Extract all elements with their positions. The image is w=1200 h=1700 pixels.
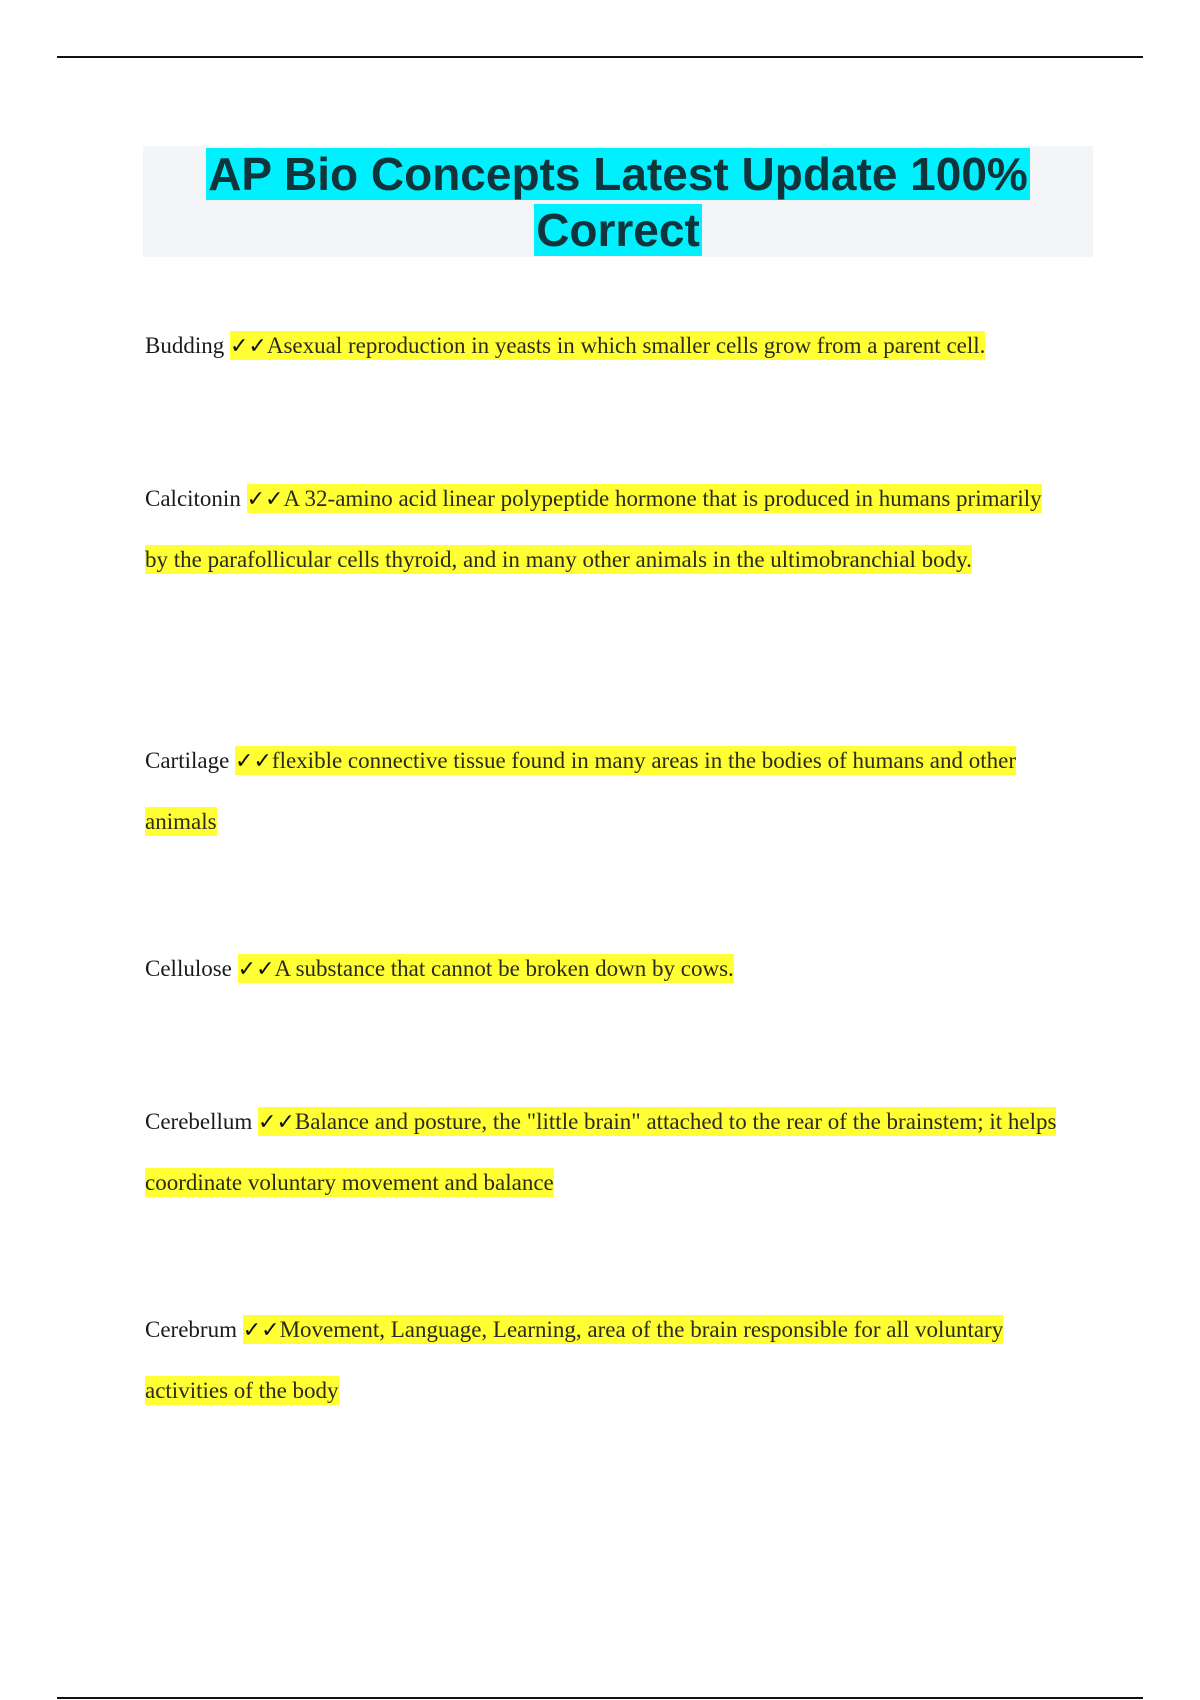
double-check-icon: ✓✓	[242, 1318, 280, 1343]
definition-text: Movement, Language, Learning, area of the brain responsible for all voluntary activities of the body	[145, 1317, 1004, 1403]
double-check-icon: ✓✓	[246, 487, 284, 512]
definition-text: flexible connective tissue found in many areas in the bodies of humans and other animals	[145, 748, 1017, 834]
term-label: Budding	[145, 333, 225, 358]
double-check-icon: ✓✓	[258, 1110, 295, 1135]
term-label: Cellulose	[145, 956, 232, 981]
entry-cerebrum	[145, 1300, 1065, 1421]
entry-cartilage	[145, 731, 1065, 852]
definition-highlight	[145, 484, 1042, 574]
double-check-icon: ✓✓	[237, 957, 275, 982]
entry-cellulose	[145, 939, 1065, 1000]
entry-budding	[145, 316, 1065, 377]
title-line-1: AP Bio Concepts Latest Update 100%	[208, 148, 1028, 200]
term-label: Cerebellum	[145, 1109, 253, 1134]
entry-cerebellum	[145, 1092, 1065, 1213]
title-block	[143, 146, 1093, 257]
title-line-2: Correct	[536, 204, 700, 256]
document-title	[143, 146, 1093, 258]
term-label: Cartilage	[145, 748, 230, 773]
term-label: Calcitonin	[145, 486, 241, 511]
definition-highlight	[230, 331, 985, 360]
definition-text: Asexual reproduction in yeasts in which smaller cells grow from a parent cell.	[266, 333, 986, 358]
bottom-rule	[57, 1697, 1143, 1699]
definition-highlight	[238, 954, 734, 983]
double-check-icon: ✓✓	[229, 334, 267, 359]
definition-highlight	[145, 1315, 1003, 1405]
definition-text: A 32-amino acid linear polypeptide hormone that is produced in humans primarily by the parafollicular cells thyroid, and in many other animals in the ultimobranchial body.	[145, 486, 1042, 572]
term-label: Cerebrum	[145, 1317, 237, 1342]
double-check-icon: ✓✓	[235, 749, 272, 774]
definition-highlight	[145, 746, 1016, 836]
definition-text: Balance and posture, the "little brain" attached to the rear of the brainstem; it helps coordinate voluntary movement and balance	[145, 1109, 1057, 1195]
definition-highlight	[145, 1107, 1056, 1197]
top-rule	[57, 56, 1143, 58]
entry-calcitonin	[145, 469, 1065, 590]
definition-text: A substance that cannot be broken down by cows.	[274, 956, 734, 981]
